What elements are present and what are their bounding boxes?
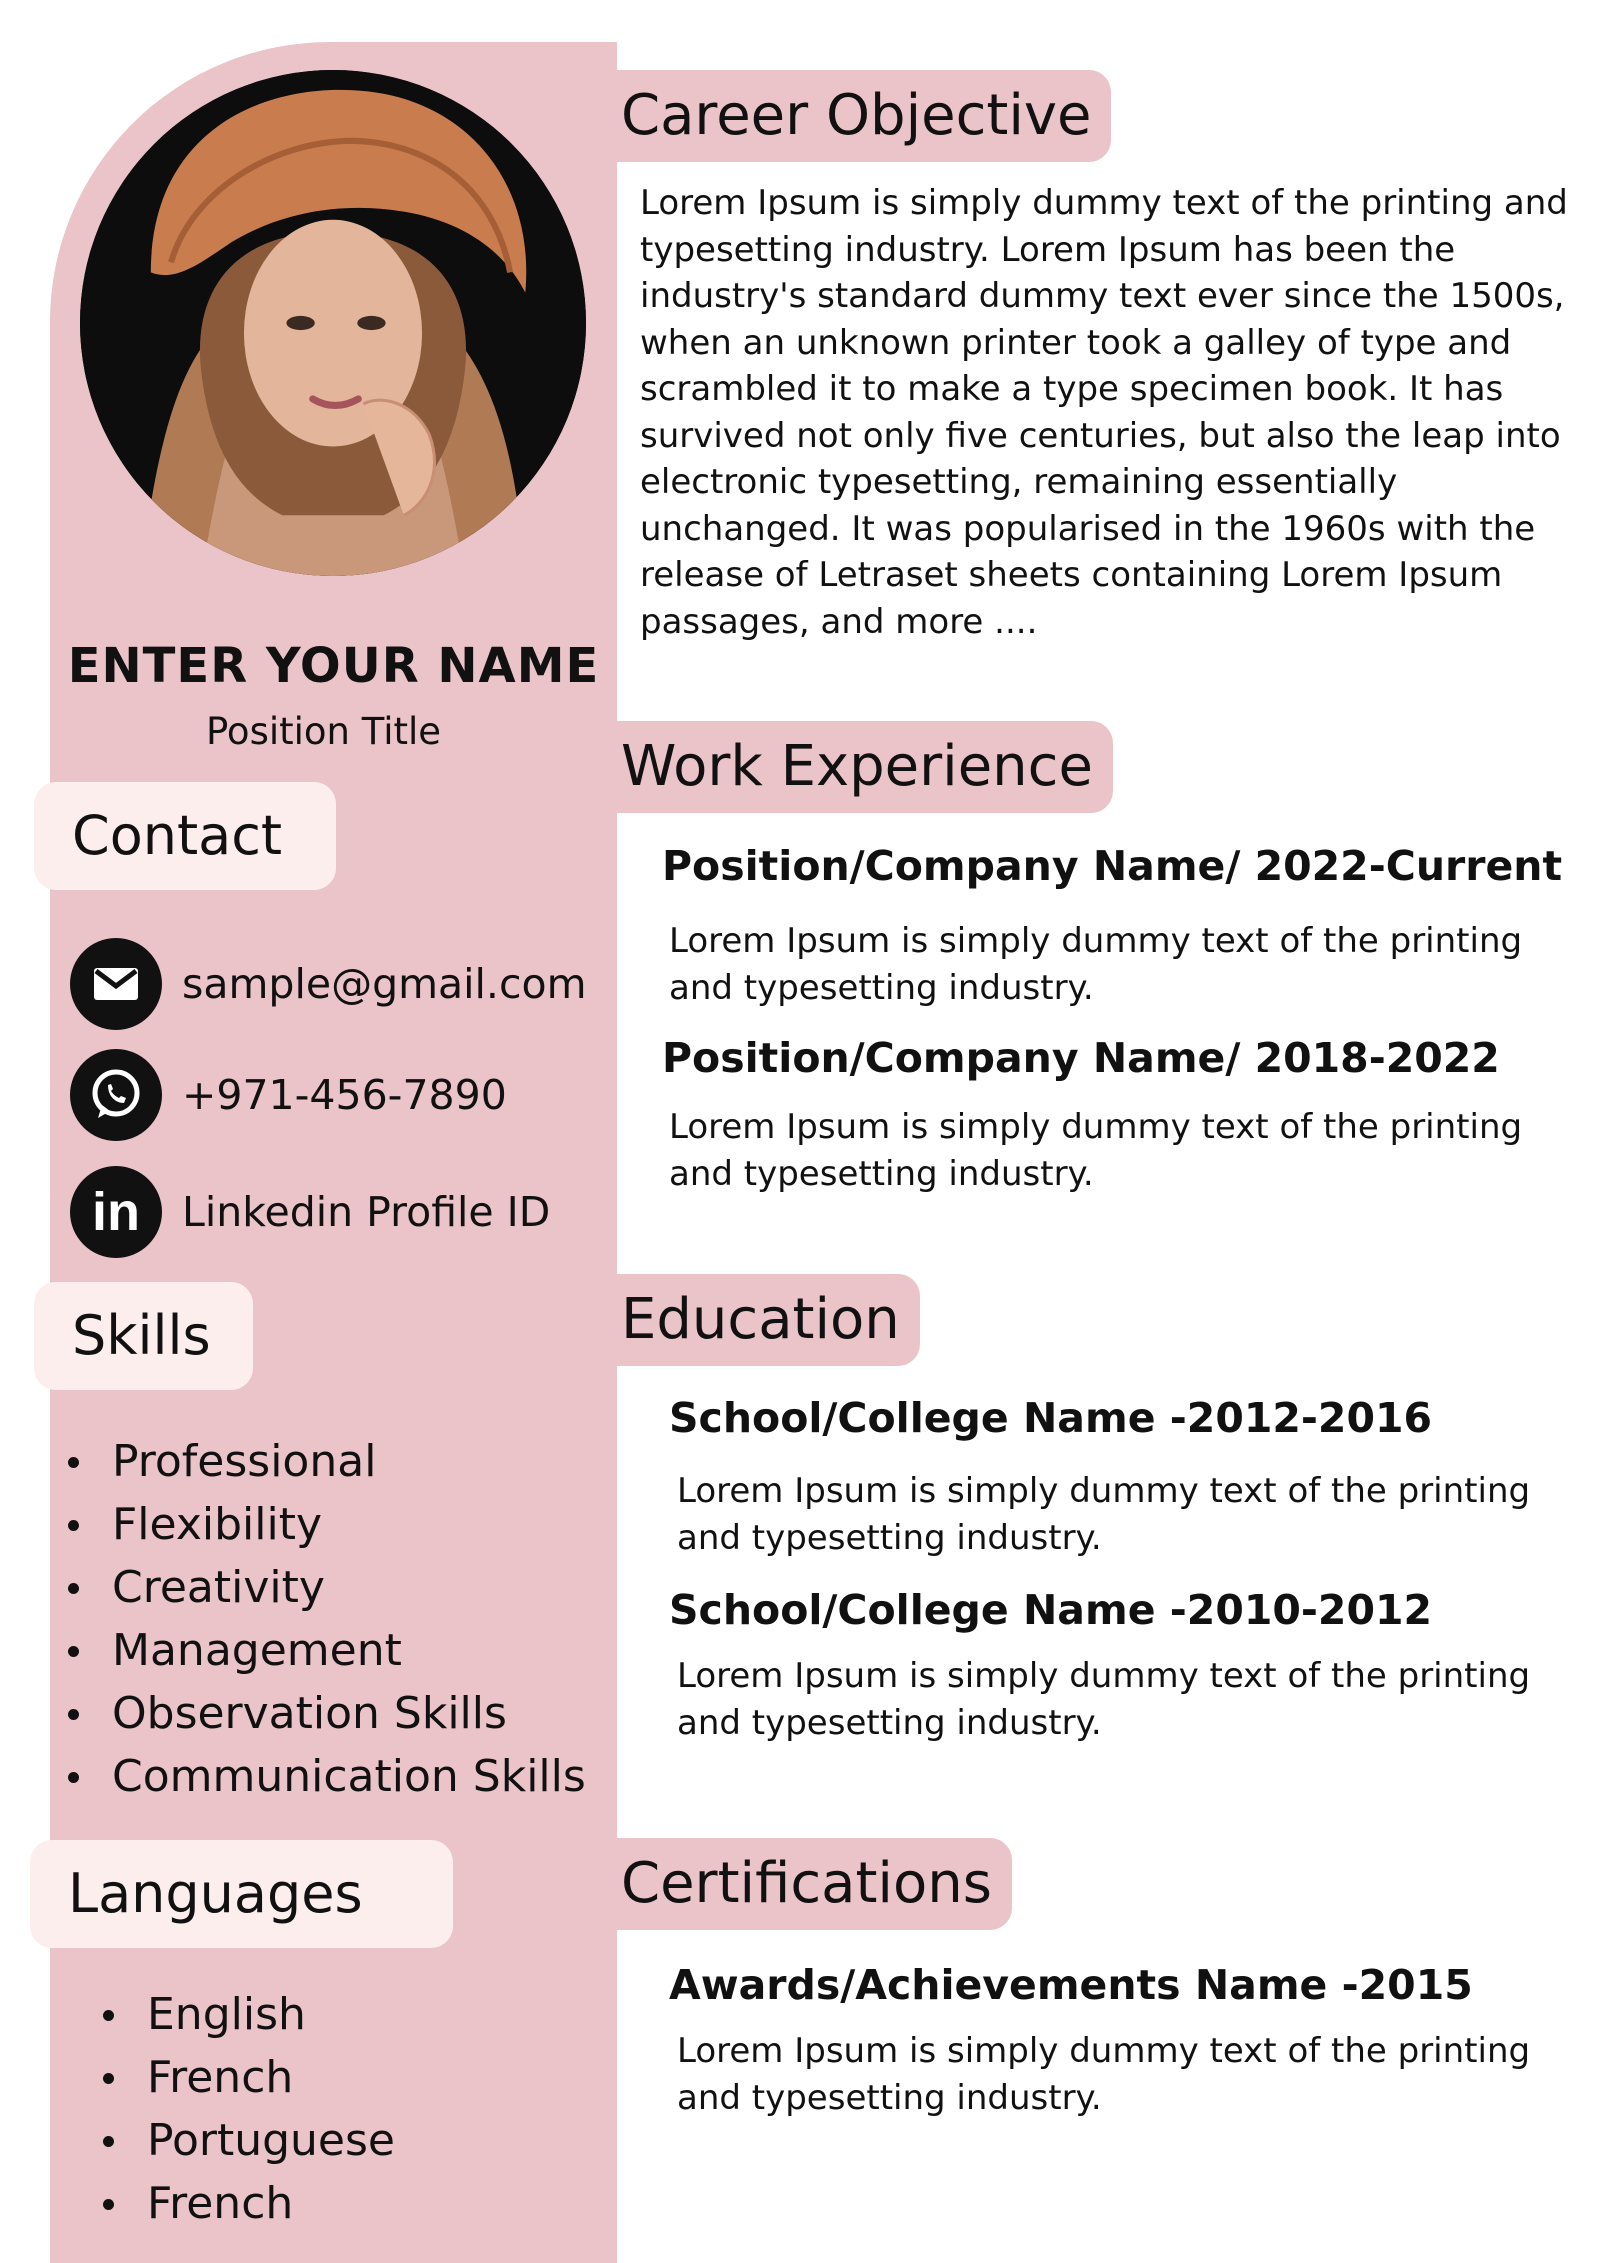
certification-entry-title: Awards/Achievements Name -2015 — [669, 1961, 1473, 2009]
contact-phone-row — [70, 1048, 507, 1142]
education-entry-text: Lorem Ipsum is simply dummy text of the printing and typesetting industry. — [677, 1471, 1531, 1558]
languages-heading: Languages — [30, 1840, 453, 1948]
certifications-heading: Certifications — [617, 1838, 1012, 1930]
position-title: Position Title — [205, 710, 442, 753]
education-entry-title: School/College Name -2012-2016 — [669, 1394, 1433, 1442]
education-entry-text: Lorem Ipsum is simply dummy text of the printing and typesetting industry. — [677, 1656, 1531, 1743]
profile-photo — [80, 70, 586, 576]
education-entry-title: School/College Name -2010-2012 — [669, 1586, 1433, 1634]
skill-item: Creativity — [68, 1556, 586, 1619]
contact-heading: Contact — [34, 782, 336, 890]
language-item: French — [103, 2046, 395, 2109]
whatsapp-icon — [70, 1049, 162, 1141]
language-item: Portuguese — [103, 2109, 395, 2172]
skills-list — [68, 1430, 586, 1808]
skill-item: Observation Skills — [68, 1682, 586, 1745]
skill-item: Professional — [68, 1430, 586, 1493]
work-entry-text: Lorem Ipsum is simply dummy text of the printing and typesetting industry. — [669, 1107, 1523, 1194]
contact-email[interactable]: sample@gmail.com — [182, 960, 587, 1008]
linkedin-icon: in — [70, 1166, 162, 1258]
work-entry-title: Position/Company Name/ 2022-Current — [662, 842, 1563, 890]
candidate-name: ENTER YOUR NAME — [67, 638, 600, 694]
profile-photo-illustration — [80, 70, 586, 576]
work-entry-title: Position/Company Name/ 2018-2022 — [662, 1034, 1500, 1082]
career-objective-text: Lorem Ipsum is simply dummy text of the printing and typesetting industry. Lorem Ipsum has been the industry's standard dummy text ever since the 1500s, when an unknown printer took a galley of type and scrambled it to make a type specimen book. It has survived not only five centuries, but also the leap into electronic typesetting, remaining essentially unchanged. It was popularised in the 1960s with the release of Letraset sheets containing Lorem Ipsum passages, and more .... — [640, 183, 1568, 642]
contact-phone[interactable]: +971-456-7890 — [182, 1071, 507, 1119]
language-item: French — [103, 2172, 395, 2235]
skill-item: Management — [68, 1619, 586, 1682]
contact-linkedin-row — [70, 1165, 550, 1259]
work-experience-heading: Work Experience — [617, 721, 1113, 813]
certification-entry-text: Lorem Ipsum is simply dummy text of the printing and typesetting industry. — [677, 2031, 1531, 2118]
contact-linkedin[interactable]: Linkedin Profile ID — [182, 1188, 551, 1236]
language-item: English — [103, 1983, 395, 2046]
skills-heading: Skills — [34, 1282, 253, 1390]
career-objective-heading: Career Objective — [617, 70, 1111, 162]
education-heading: Education — [617, 1274, 920, 1366]
email-icon — [70, 938, 162, 1030]
skill-item: Flexibility — [68, 1493, 586, 1556]
languages-list — [103, 1983, 395, 2235]
skill-item: Communication Skills — [68, 1745, 586, 1808]
contact-email-row — [70, 937, 587, 1031]
work-entry-text: Lorem Ipsum is simply dummy text of the printing and typesetting industry. — [669, 921, 1523, 1008]
